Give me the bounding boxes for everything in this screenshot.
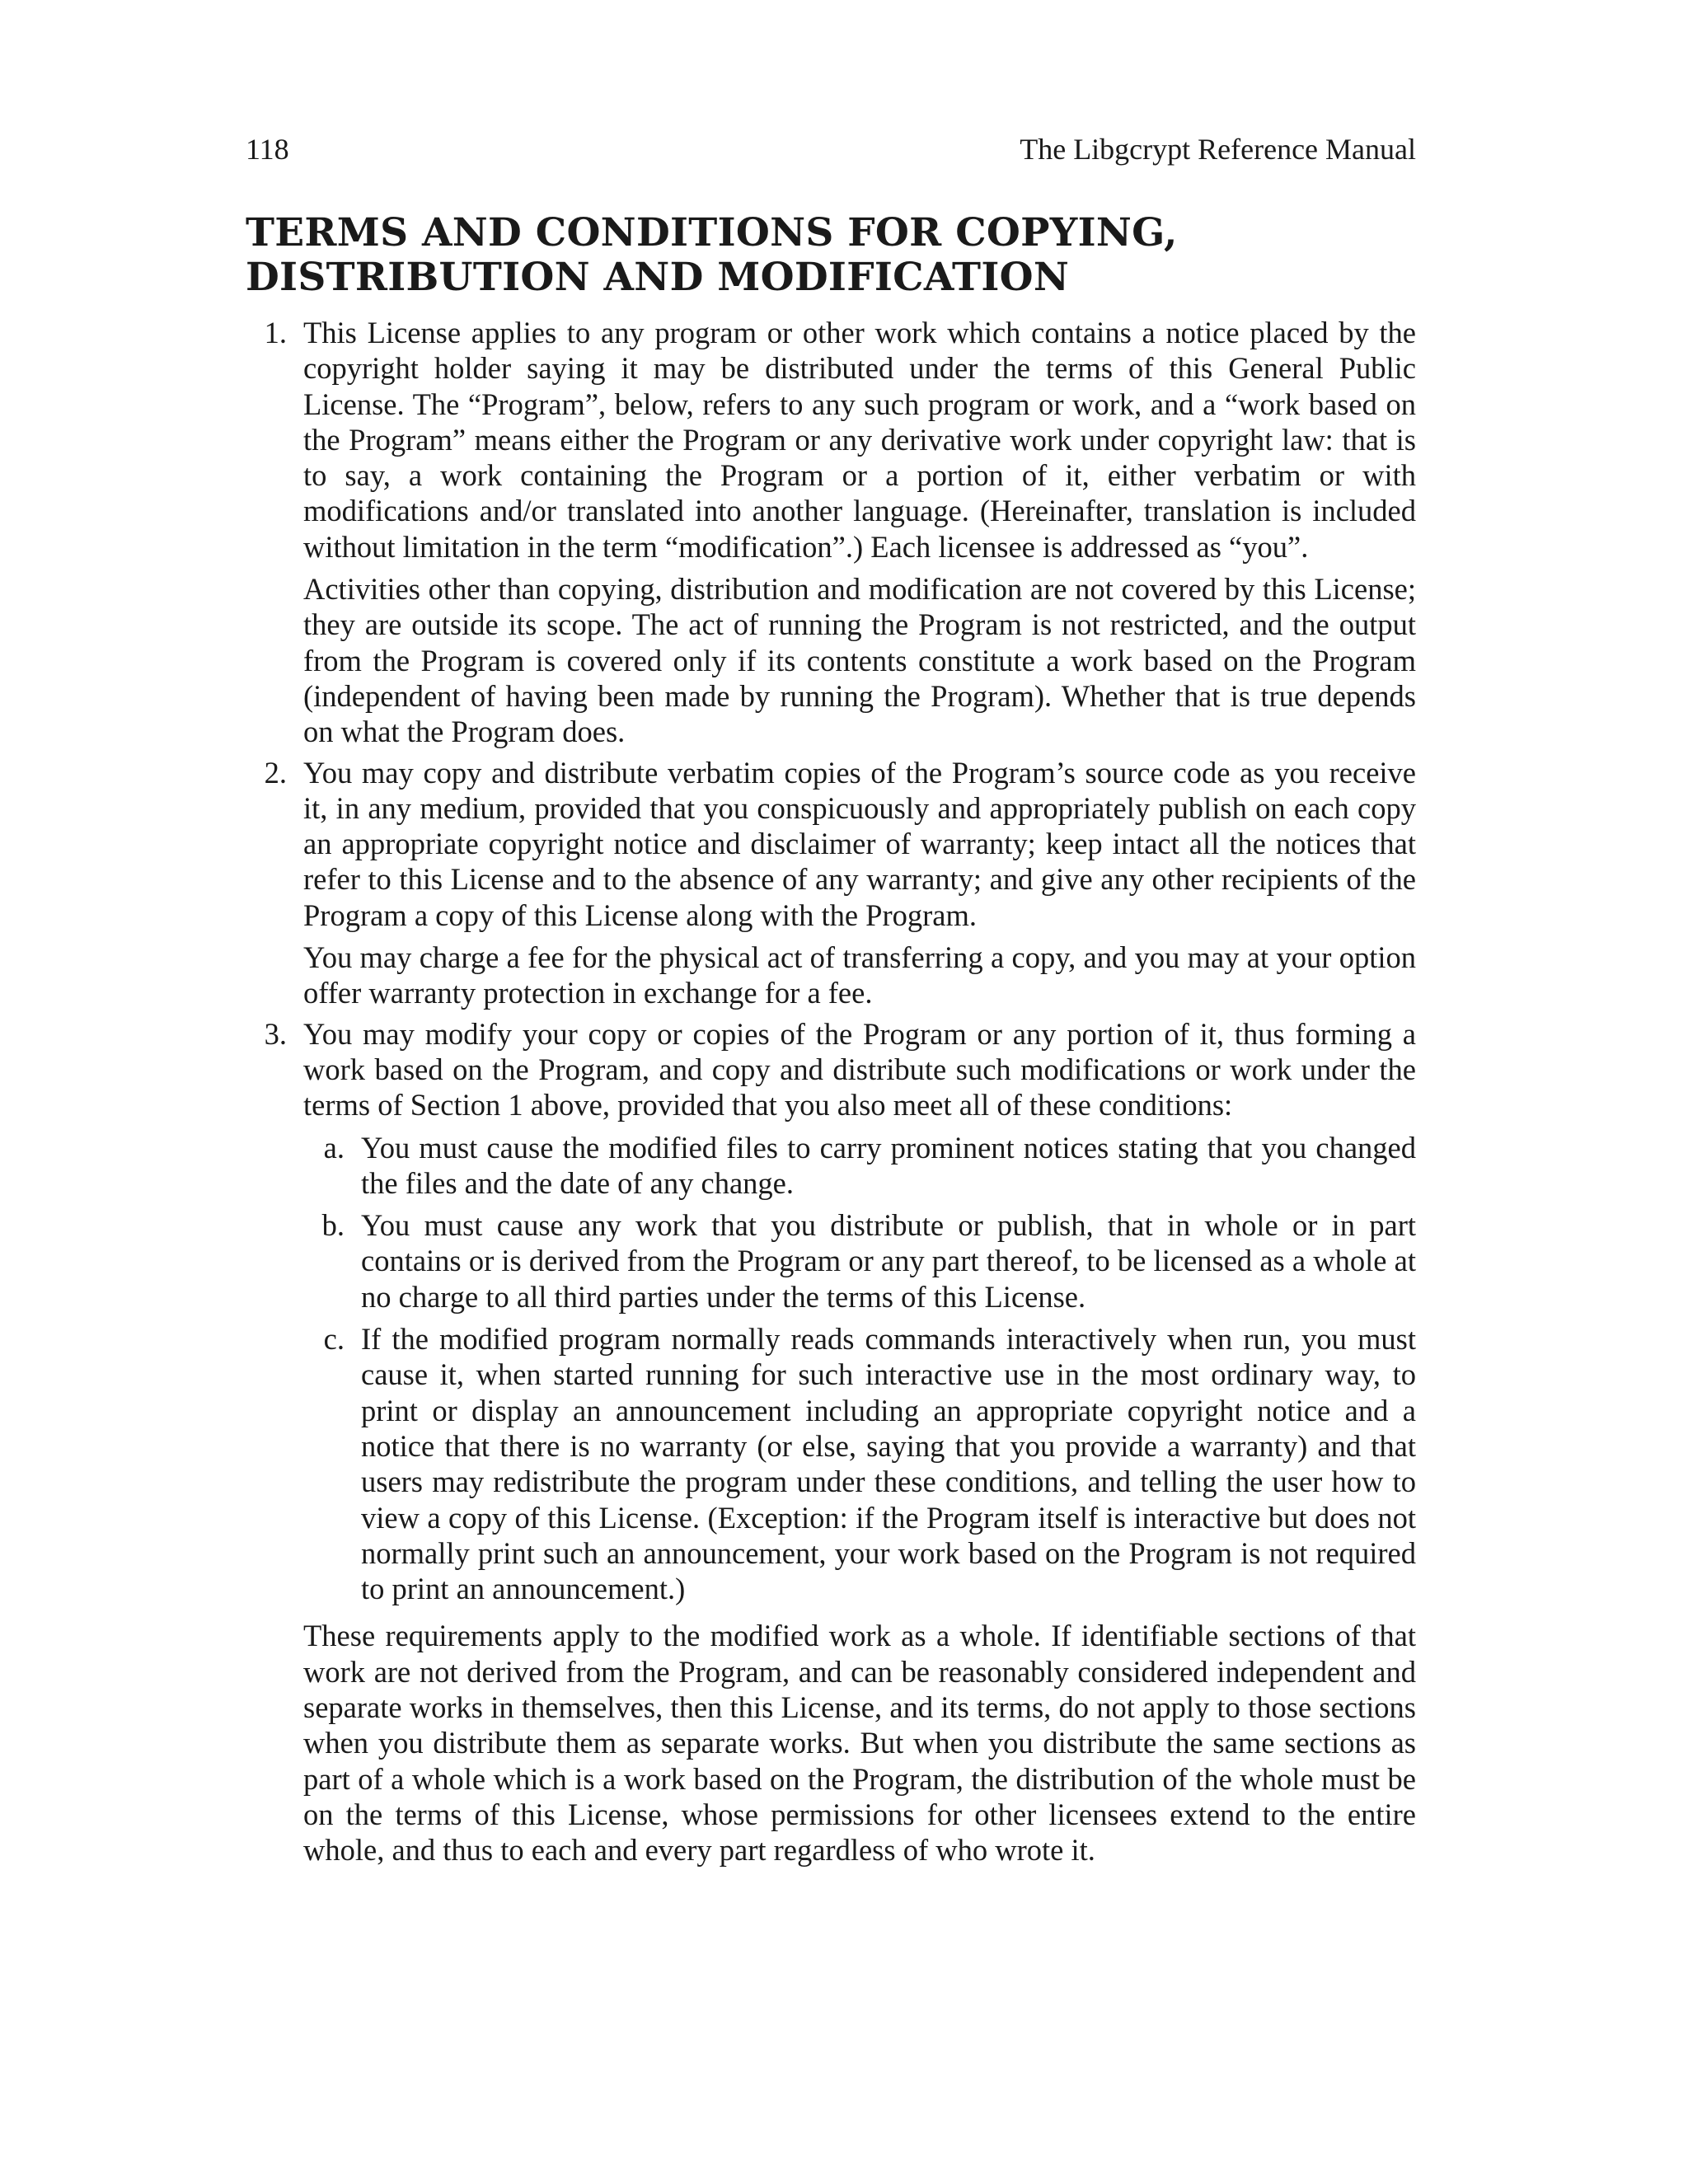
condition-a: [303, 1130, 1416, 1202]
clause-intro: You may modify your copy or copies of the Program or any portion of it, thus forming a work based on the Program, and copy and distribute such modifications or work under the terms of Section 1 above, provided that you also meet all of these conditions:: [303, 1016, 1416, 1122]
clause-1: [246, 315, 1416, 750]
license-body: [246, 315, 1416, 1868]
condition-list: [303, 1130, 1416, 1607]
clause-3: [246, 1016, 1416, 1868]
clause-paragraph: You may copy and distribute verbatim copies of the Program’s source code as you receive it, in any medium, provided that you conspicuously and appropriately publish on each copy an appropriate copyright notice and disclaimer of warranty; keep intact all the notices that refer to this License and to the absence of any warranty; and give any other recipients of the Program a copy of this License along with the Program.: [303, 755, 1416, 932]
condition-marker: b.: [321, 1208, 345, 1243]
section-heading-line-1: TERMS AND CONDITIONS FOR COPYING,: [246, 210, 1178, 255]
clause-marker: 3.: [264, 1016, 287, 1051]
condition-b: [303, 1207, 1416, 1315]
clause-marker: 2.: [264, 755, 287, 790]
clause-2: [246, 755, 1416, 1011]
condition-text: You must cause the modified files to carry prominent notices stating that you changed the files and the date of any change.: [361, 1130, 1416, 1200]
condition-marker: c.: [323, 1322, 345, 1357]
clause-list: [246, 315, 1416, 1868]
clause-paragraph: You may charge a fee for the physical act of transferring a copy, and you may at your option offer warranty protection in exchange for a fee.: [303, 940, 1416, 1010]
condition-text: You must cause any work that you distribute or publish, that in whole or in part contains or is derived from the Program or any part thereof, to be licensed as a whole at no charge to all third parties under the terms of this License.: [361, 1208, 1416, 1314]
condition-c: [303, 1321, 1416, 1606]
running-header: [246, 130, 1416, 168]
condition-marker: a.: [323, 1130, 345, 1165]
section-heading-line-2: DISTRIBUTION AND MODIFICATION: [246, 255, 1070, 300]
manual-title: The Libgcrypt Reference Manual: [1020, 133, 1416, 166]
clause-paragraph: Activities other than copying, distribution and modification are not covered by this License; they are outside its scope. The act of running the Program is not restricted, and the output from the Program is covered only if its contents constitute a work based on the Program (independent of having been made by running the Program). Whether that is true depends on what the Program does.: [303, 572, 1416, 749]
clause-paragraph: This License applies to any program or other work which contains a notice placed by the copyright holder saying it may be distributed under the terms of this General Public License. The “Program”, below, refers to any such program or work, and a “work based on the Program” means either the Program or any derivative work under copyright law: that is to say, a work containing the Program or a portion of it, either verbatim or with modifications and/or translated into another language. (Hereinafter, translation is included without limitation in the term “modification”.) Each licensee is addressed as “you”.: [303, 316, 1416, 564]
section-heading: [246, 211, 1416, 300]
clause-closing-paragraph: These requirements apply to the modified work as a whole. If identifiable sections of that work are not derived from the Program, and can be reasonably considered independent and separate works in themselves, then this License, and its terms, do not apply to those sections when you distribute them as separate works. But when you distribute the same sections as part of a whole which is a work based on the Program, the distribution of the whole must be on the terms of this License, whose permissions for other licensees extend to the entire whole, and thus to each and every part regardless of who wrote it.: [303, 1619, 1416, 1868]
clause-marker: 1.: [264, 316, 287, 349]
condition-text: If the modified program normally reads commands interactively when run, you must cause it, when started running for such interactive use in the most ordinary way, to print or display an announcement including an appropriate copyright notice and a notice that there is no warranty (or else, saying that you provide a warranty) and that users may redistribute the program under these conditions, and telling the user how to view a copy of this License. (Exception: if the Program itself is interactive but does not normally print such an announcement, your work based on the Program is not required to print an announcement.): [361, 1322, 1416, 1606]
page-number: 118: [246, 133, 289, 166]
